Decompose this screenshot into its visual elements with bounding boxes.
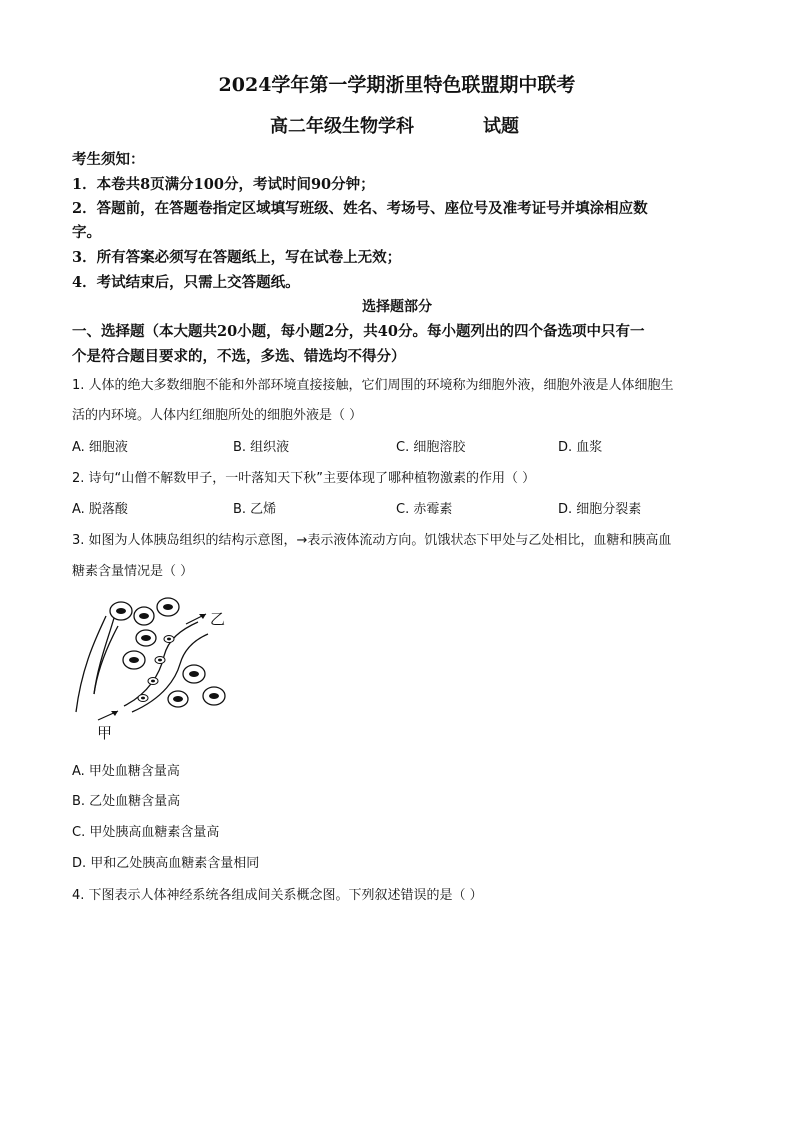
- part-title: 选择题部分: [362, 299, 432, 315]
- part-instruction: 个是符合题目要求的，不选，多选、错选均不得分）: [72, 348, 406, 365]
- option-c: C. 甲处胰高血糖素含量高: [72, 825, 220, 840]
- label-yi: 乙: [210, 610, 226, 628]
- notice-item: 2．答题前，在答题卷指定区域填写班级、姓名、考场号、座位号及准考证号并填涂相应数: [72, 200, 648, 217]
- notice-item: 1．本卷共8页满分100分，考试时间90分钟；: [72, 176, 375, 193]
- option-b: B. 乙烯: [233, 502, 277, 517]
- question-stem: 3. 如图为人体胰岛组织的结构示意图，→表示液体流动方向。饥饿状态下甲处与乙处相比，血糖和胰高血: [72, 533, 672, 548]
- question-stem: 4. 下图表示人体神经系统各组成间关系概念图。下列叙述错误的是（ ）: [72, 888, 483, 903]
- option-d: D. 血浆: [558, 440, 603, 455]
- label-jia: 甲: [97, 724, 113, 742]
- page-subtitle: 高二年级生物学科: [270, 116, 414, 137]
- question-stem: 活的内环境。人体内红细胞所处的细胞外液是（ ）: [72, 408, 363, 423]
- notice-heading: 考生须知：: [72, 151, 145, 168]
- page-subtitle-suffix: 试题: [483, 116, 519, 137]
- option-c: C. 细胞溶胶: [396, 440, 466, 455]
- option-a: A. 甲处血糖含量高: [72, 764, 180, 779]
- option-a: A. 细胞液: [72, 440, 128, 455]
- tissue-cells: [110, 598, 225, 707]
- option-b: B. 乙处血糖含量高: [72, 794, 181, 809]
- part-instruction: 一、选择题（本大题共20小题，每小题2分，共40分。每小题列出的四个备选项中只有一: [72, 323, 645, 340]
- notice-item: 字。: [72, 224, 101, 241]
- option-a: A. 脱落酸: [72, 502, 128, 517]
- option-d: D. 甲和乙处胰高血糖素含量相同: [72, 856, 260, 871]
- page-title: 2024学年第一学期浙里特色联盟期中联考: [218, 74, 576, 96]
- question-stem: 糖素含量情况是（ ）: [72, 564, 194, 579]
- notice-item: 3．所有答案必须写在答题纸上，写在试卷上无效；: [72, 249, 402, 266]
- option-b: B. 组织液: [233, 440, 290, 455]
- option-d: D. 细胞分裂素: [558, 502, 642, 517]
- question-stem: 2. 诗句“山僧不解数甲子，一叶落知天下秋”主要体现了哪种植物激素的作用（ ）: [72, 471, 536, 486]
- option-c: C. 赤霉素: [396, 502, 453, 517]
- notice-item: 4．考试结束后，只需上交答题纸。: [72, 274, 300, 291]
- flow-arrow-bottom: [98, 711, 118, 720]
- question-stem: 1. 人体的绝大多数细胞不能和外部环境直接接触，它们周围的环境称为细胞外液，细胞外液是人体细胞生: [72, 378, 674, 393]
